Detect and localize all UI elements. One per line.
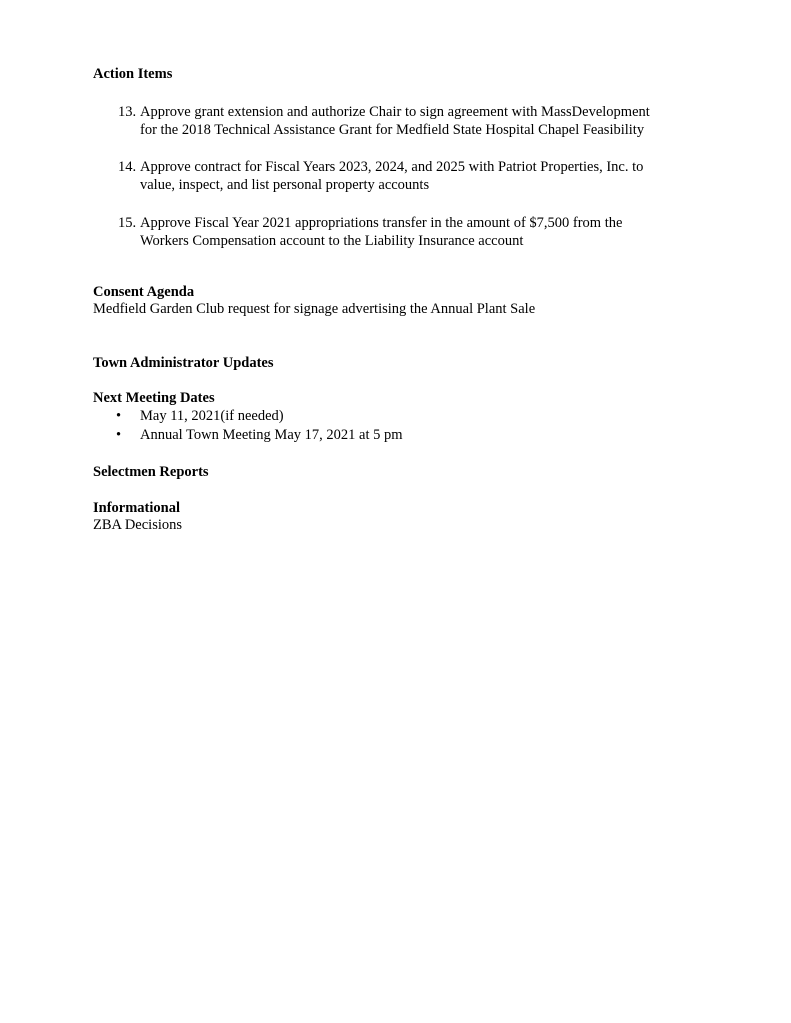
selectmen-reports-heading: Selectmen Reports	[93, 464, 209, 480]
next-meeting-heading: Next Meeting Dates	[93, 390, 215, 406]
action-item-number: 14.	[118, 159, 137, 175]
meeting-date-text: Annual Town Meeting May 17, 2021 at 5 pm	[140, 427, 403, 443]
action-item-number: 13.	[118, 104, 137, 120]
town-administrator-heading: Town Administrator Updates	[93, 355, 274, 371]
informational-heading: Informational	[93, 500, 180, 516]
action-item-text-line1: Approve Fiscal Year 2021 appropriations transfer in the amount of $7,500 from the	[140, 215, 623, 231]
action-item-text-line2: value, inspect, and list personal property accounts	[140, 177, 430, 193]
bullet-icon: •	[116, 427, 122, 443]
action-items-heading: Action Items	[93, 66, 173, 82]
action-item-text-line2: Workers Compensation account to the Liability Insurance account	[140, 233, 524, 249]
action-item-text-line2: for the 2018 Technical Assistance Grant for Medfield State Hospital Chapel Feasibility	[140, 122, 645, 138]
meeting-date-item	[116, 407, 284, 425]
consent-agenda-text: Medfield Garden Club request for signage advertising the Annual Plant Sale	[93, 301, 536, 317]
action-item-14	[118, 158, 643, 194]
action-item-text-line1: Approve contract for Fiscal Years 2023, 2024, and 2025 with Patriot Properties, Inc. to	[140, 159, 644, 175]
action-item-text-line1: Approve grant extension and authorize Chair to sign agreement with MassDevelopment	[140, 104, 650, 120]
action-item-13	[118, 103, 650, 139]
meeting-date-item	[116, 426, 403, 444]
consent-agenda-heading: Consent Agenda	[93, 284, 195, 300]
action-item-number: 15.	[118, 215, 137, 231]
bullet-icon: •	[116, 408, 122, 424]
action-item-15	[118, 214, 622, 250]
informational-text: ZBA Decisions	[93, 517, 183, 533]
meeting-date-text: May 11, 2021(if needed)	[140, 408, 284, 424]
